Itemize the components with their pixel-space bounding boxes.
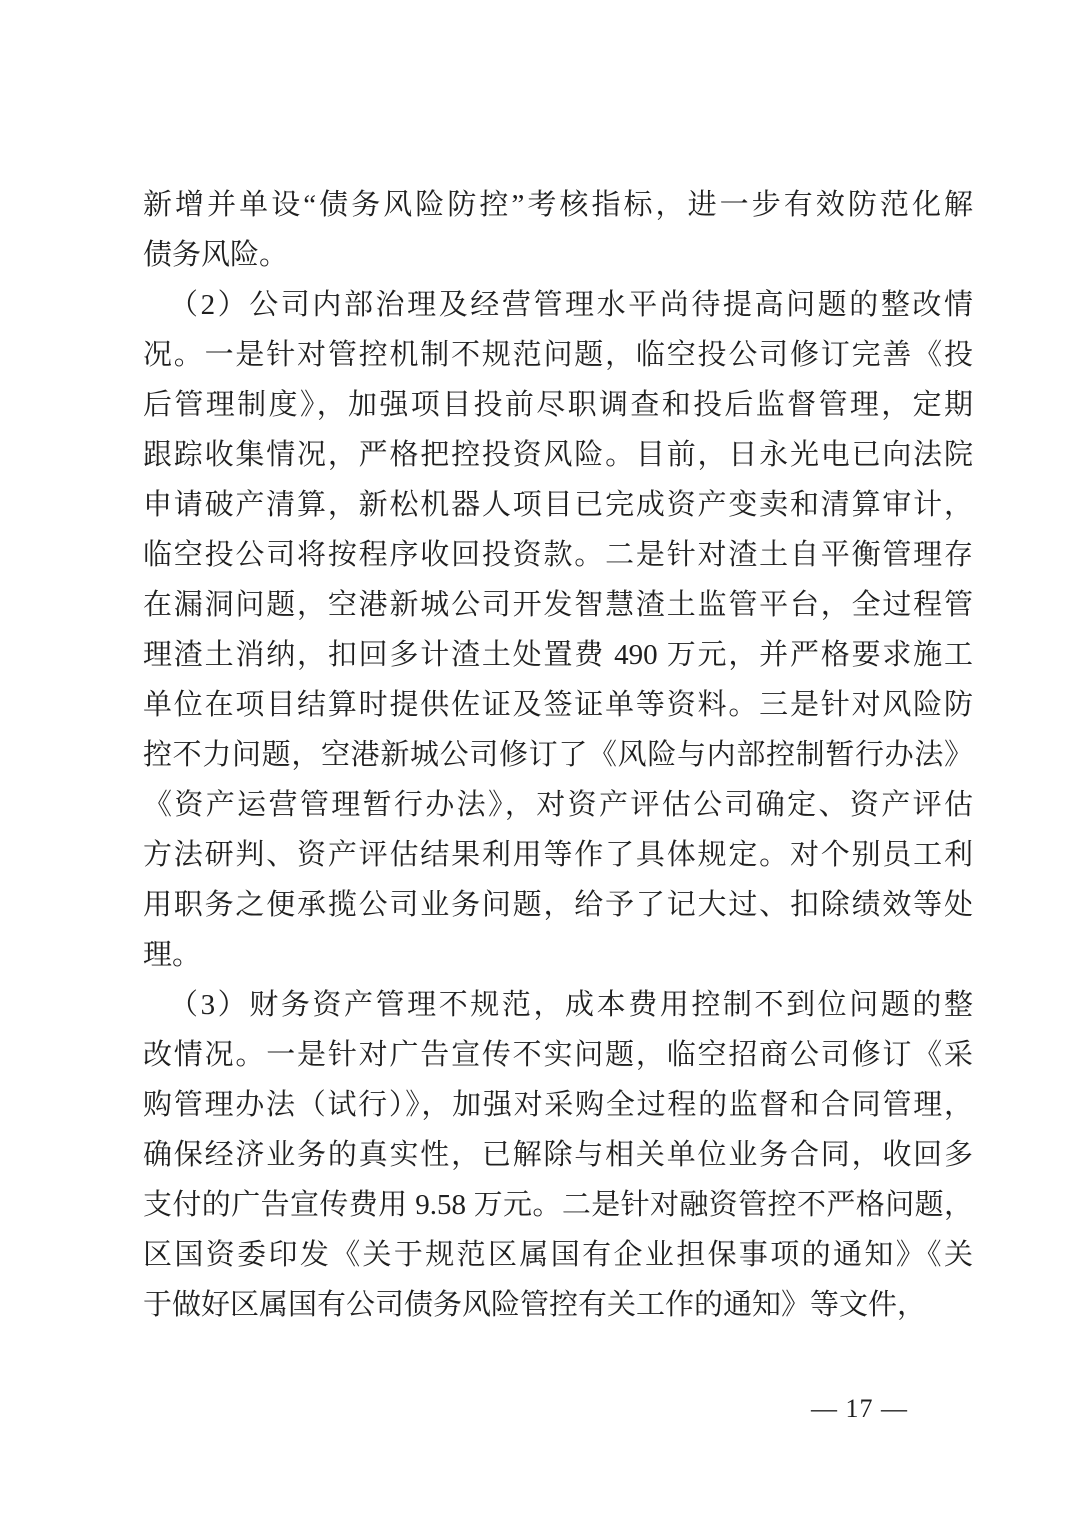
text-line: 购管理办法（试行）》，加强对采购全过程的监督和合同管理，: [143, 1089, 973, 1121]
text-line: 在漏洞问题，空港新城公司开发智慧渣土监管平台，全过程管: [143, 589, 973, 621]
text-line: 理。: [143, 939, 202, 971]
text-line: 区国资委印发《关于规范区属国有企业担保事项的通知》《关: [143, 1239, 973, 1271]
text-line: 支付的广告宣传费用 9.58 万元。二是针对融资管控不严格问题，: [143, 1189, 973, 1221]
text-line: 临空投公司将按程序收回投资款。二是针对渣土自平衡管理存: [143, 539, 973, 571]
text-line: （3）财务资产管理不规范，成本费用控制不到位问题的整: [169, 989, 973, 1021]
text-line: 于做好区属国有公司债务风险管控有关工作的通知》等文件，: [143, 1289, 927, 1321]
text-line: 《资产运营管理暂行办法》，对资产评估公司确定、资产评估: [143, 789, 973, 821]
text-line: 控不力问题，空港新城公司修订了《风险与内部控制暂行办法》: [143, 739, 973, 771]
text-line: （2）公司内部治理及经营管理水平尚待提高问题的整改情: [169, 289, 973, 321]
text-line: 申请破产清算，新松机器人项目已完成资产变卖和清算审计，: [143, 489, 973, 521]
text-line: 后管理制度》，加强项目投前尽职调查和投后监督管理，定期: [143, 389, 973, 421]
document-body: [143, 180, 973, 1330]
text-line: 新增并单设“债务风险防控”考核指标，进一步有效防范化解: [143, 189, 973, 221]
text-line: 况。一是针对管控机制不规范问题，临空投公司修订完善《投: [143, 339, 973, 371]
text-line: 方法研判、资产评估结果利用等作了具体规定。对个别员工利: [143, 839, 973, 871]
text-line: 改情况。一是针对广告宣传不实问题，临空招商公司修订《采: [143, 1039, 973, 1071]
text-line: 跟踪收集情况，严格把控投资风险。目前，日永光电已向法院: [143, 439, 973, 471]
page-number: — 17 —: [811, 1394, 908, 1423]
text-line: 理渣土消纳，扣回多计渣土处置费 490 万元，并严格要求施工: [143, 639, 973, 671]
text-line: 用职务之便承揽公司业务问题，给予了记大过、扣除绩效等处: [143, 889, 973, 921]
text-line: 债务风险。: [143, 239, 289, 271]
text-line: 确保经济业务的真实性，已解除与相关单位业务合同，收回多: [143, 1139, 973, 1171]
text-line: 单位在项目结算时提供佐证及签证单等资料。三是针对风险防: [143, 689, 973, 721]
